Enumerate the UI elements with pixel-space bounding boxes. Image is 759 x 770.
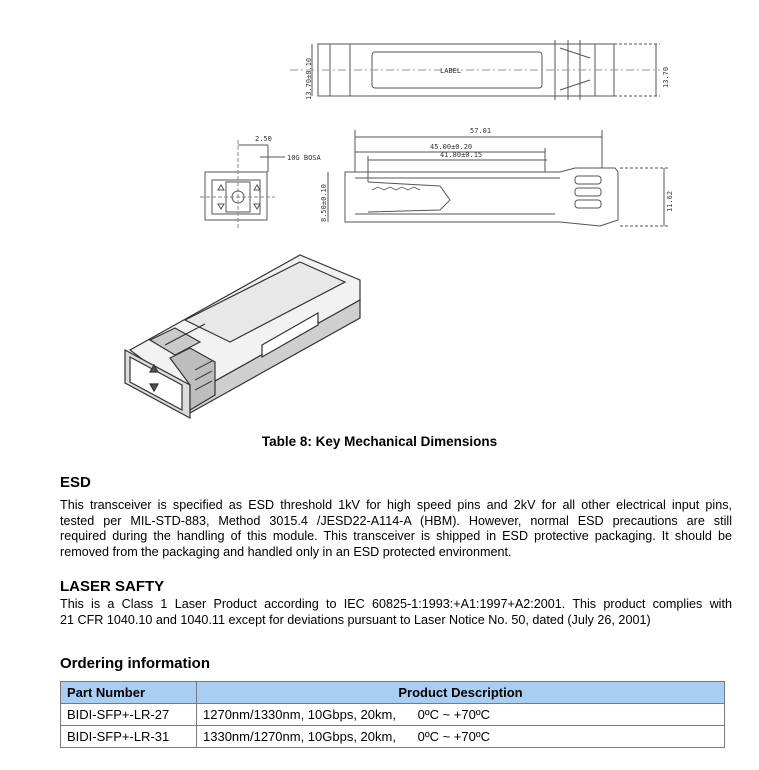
esd-line: removed from the packaging and handled only in an ESD protected environment.	[60, 544, 512, 559]
dim-41-80: 41.80±0.15	[440, 151, 483, 159]
label-text: LABEL	[440, 67, 462, 75]
laser-safety-heading: LASER SAFTY	[60, 578, 165, 595]
table-row	[61, 704, 725, 726]
dim-45-00: 45.00±0.20	[430, 143, 473, 151]
esd-heading: ESD	[60, 474, 91, 491]
dim-57-01: 57.01	[470, 127, 492, 135]
figure-caption: Table 8: Key Mechanical Dimensions	[261, 434, 498, 449]
laser-safety-paragraph	[60, 597, 732, 628]
dim-2-50: 2.50	[255, 135, 272, 143]
part-number-cell: BIDI-SFP+-LR-27	[61, 704, 197, 726]
ordering-heading: Ordering information	[60, 655, 210, 672]
laser-line: 21 CFR 1040.10 and 1040.11 except for deviations pursuant to Laser Notice No. 50, dated (July 26, 2001)	[60, 612, 651, 627]
dim-bosa: 10G BOSA	[287, 154, 321, 162]
dim-top-height: 13.70±0.10	[305, 57, 313, 100]
esd-line: tested per MIL-STD-883, Method 3015.4 /JESD22-A114-A (HBM). However, normal ESD precautions are still	[60, 513, 732, 528]
esd-line: required during the handling of this module. This transceiver is shipped in ESD protective packaging. It should be	[60, 529, 732, 544]
part-number-cell: BIDI-SFP+-LR-31	[61, 726, 197, 748]
module-3d-view	[125, 255, 360, 418]
dim-side-left: 8.50±0.10	[320, 184, 328, 222]
product-description-cell: 1270nm/1330nm, 10Gbps, 20km, 0ºC ~ +70ºC	[197, 704, 725, 726]
product-description-header: Product Description	[197, 682, 725, 704]
end-view	[200, 140, 285, 230]
esd-paragraph	[60, 498, 732, 560]
table-row	[61, 726, 725, 748]
product-description-cell: 1330nm/1270nm, 10Gbps, 20km, 0ºC ~ +70ºC	[197, 726, 725, 748]
ordering-table	[60, 681, 725, 748]
side-view	[328, 130, 668, 226]
top-view	[290, 40, 660, 100]
esd-line: This transceiver is specified as ESD threshold 1kV for high speed pins and 2kV for all other electrical input pins,	[60, 498, 732, 512]
dim-top-right: 13.70	[662, 66, 670, 88]
part-number-header: Part Number	[61, 682, 197, 704]
dim-side-right: 11.62	[666, 190, 674, 212]
table-header-row	[61, 682, 725, 704]
laser-line: This is a Class 1 Laser Product according to IEC 60825-1:1993:+A1:1997+A2:2001. This product complies with	[60, 597, 732, 611]
